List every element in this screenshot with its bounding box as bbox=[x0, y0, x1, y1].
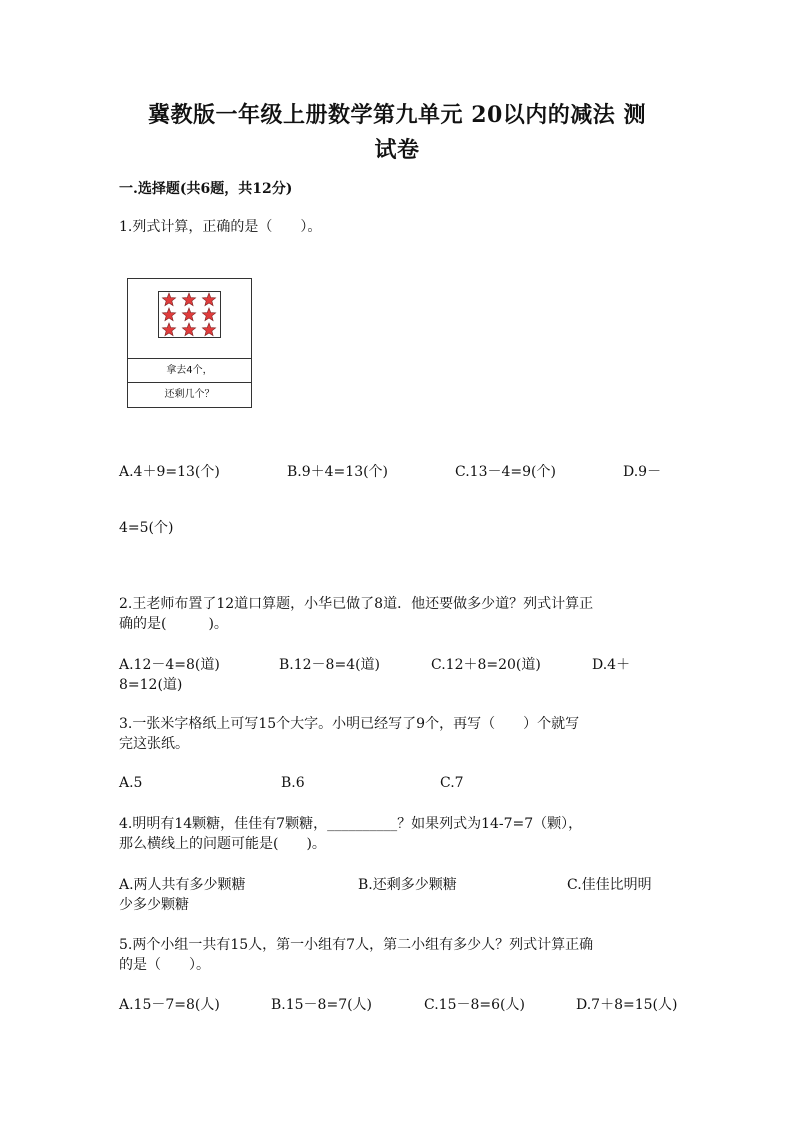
q5-option-b: B.15－8=7(人) bbox=[271, 997, 373, 1013]
q5-option-a: A.15－7=8(人) bbox=[119, 997, 220, 1013]
star-icon bbox=[202, 323, 215, 336]
star-icon bbox=[182, 308, 195, 321]
q1-option-a: A.4＋9=13(个) bbox=[119, 464, 220, 480]
q3-option-c: C.7 bbox=[440, 775, 464, 791]
page-title-line2: 试卷 bbox=[374, 137, 420, 163]
question-1-figure bbox=[127, 278, 252, 408]
q4-option-c: C.佳佳比明明 bbox=[567, 877, 652, 893]
star-icon bbox=[162, 308, 175, 321]
q2-option-c: C.12＋8=20(道) bbox=[431, 657, 541, 673]
q4-option-b: B.还剩多少颗糖 bbox=[358, 877, 457, 893]
q2-option-a: A.12－4=8(道) bbox=[119, 657, 220, 673]
star-icon bbox=[162, 293, 175, 306]
star-icon bbox=[202, 293, 215, 306]
question-2-stem-line1: 2.王老师布置了12道口算题，小华已做了8道．他还要做多少道？列式计算正 bbox=[119, 596, 594, 612]
question-5-stem-line1: 5.两个小组一共有15人，第一小组有7人，第二小组有多少人？列式计算正确 bbox=[119, 937, 594, 953]
q2-option-b: B.12－8=4(道) bbox=[279, 657, 381, 673]
star-icon bbox=[182, 323, 195, 336]
question-4-stem-line1: 4.明明有14颗糖，佳佳有7颗糖，__________？如果列式为14-7=7（颗）， bbox=[119, 816, 583, 832]
q4-option-a: A.两人共有多少颗糖 bbox=[119, 877, 246, 893]
q1-option-d: D.9－ bbox=[623, 464, 662, 480]
section-heading: 一.选择题(共6题，共12分) bbox=[119, 181, 293, 197]
star-grid bbox=[158, 291, 221, 338]
q1-option-d-wrap: 4=5(个) bbox=[119, 520, 174, 536]
question-3-stem-line1: 3.一张米字格纸上可写15个大字。小明已经写了9个，再写（ ）个就写 bbox=[119, 716, 580, 732]
question-4-stem-line2: 那么横线上的问题可能是( )。 bbox=[119, 836, 326, 852]
figure-image-area bbox=[128, 279, 251, 359]
star-icon bbox=[202, 308, 215, 321]
star-icon bbox=[162, 323, 175, 336]
q2-option-d: D.4＋ bbox=[592, 657, 631, 673]
q3-option-a: A.5 bbox=[119, 775, 143, 791]
question-1-stem: 1.列式计算，正确的是（ ）。 bbox=[119, 219, 322, 235]
page-title-line1: 冀教版一年级上册数学第九单元 20以内的减法 测 bbox=[148, 102, 646, 128]
q3-option-b: B.6 bbox=[281, 775, 305, 791]
star-icon bbox=[182, 293, 195, 306]
question-3-stem-line2: 完这张纸。 bbox=[119, 736, 189, 752]
q1-option-c: C.13－4=9(个) bbox=[455, 464, 556, 480]
q5-option-d: D.7＋8=15(人) bbox=[576, 997, 678, 1013]
figure-caption-2: 还剩几个？ bbox=[164, 389, 215, 400]
q5-option-c: C.15－8=6(人) bbox=[424, 997, 525, 1013]
q4-option-c-wrap: 少多少颗糖 bbox=[119, 897, 189, 913]
figure-caption-1: 拿去4个， bbox=[128, 359, 251, 383]
question-2-stem-line2: 确的是( )。 bbox=[119, 616, 228, 632]
q2-option-d-wrap: 8=12(道) bbox=[119, 677, 183, 693]
question-5-stem-line2: 的是（ ）。 bbox=[119, 957, 210, 973]
stars-svg bbox=[159, 292, 220, 337]
q1-option-b: B.9＋4=13(个) bbox=[287, 464, 389, 480]
